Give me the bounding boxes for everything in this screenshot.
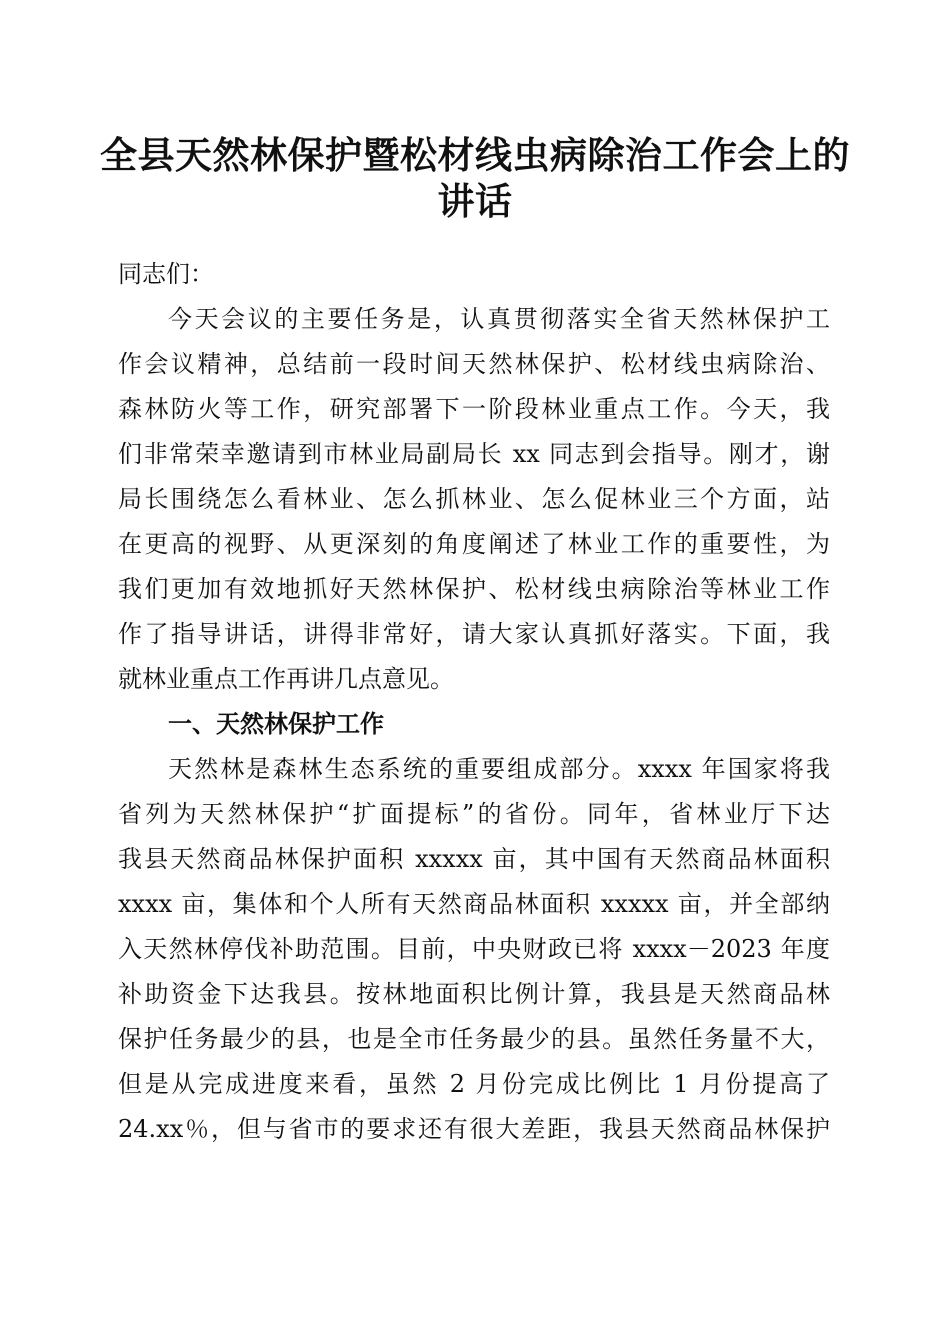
paragraph-1-line: 我们更加有效地抓好天然林保护、松材线虫病除治等林业工作 [118, 575, 830, 603]
paragraph-2-line: 入天然林停伐补助范围。目前，中央财政已将 xxxx－2023 年度 [118, 935, 830, 963]
paragraph-2-line: 24.xx％，但与省市的要求还有很大差距，我县天然商品林保护 [118, 1115, 830, 1143]
title-line-1: 全县天然林保护暨松材线虫病除治工作会上的 [100, 133, 850, 177]
salutation: 同志们： [118, 260, 214, 288]
paragraph-1-line: 今天会议的主要任务是，认真贯彻落实全省天然林保护工 [168, 305, 830, 333]
paragraph-1-line: 在更高的视野、从更深刻的角度阐述了林业工作的重要性，为 [118, 530, 830, 558]
paragraph-1-line: 作会议精神，总结前一段时间天然林保护、松材线虫病除治、 [118, 350, 830, 378]
paragraph-2-line: 但是从完成进度来看，虽然 2 月份完成比例比 1 月份提高了 [118, 1070, 830, 1098]
title-line-2: 讲话 [437, 179, 513, 223]
document-title [100, 132, 850, 224]
paragraph-2-line: 天然林是森林生态系统的重要组成部分。xxxx 年国家将我 [168, 755, 830, 783]
paragraph-2 [118, 747, 830, 1152]
paragraph-2-line: 保护任务最少的县，也是全市任务最少的县。虽然任务量不大， [118, 1025, 830, 1053]
paragraph-2-line: 省列为天然林保护“扩面提标”的省份。同年，省林业厅下达 [118, 800, 830, 828]
paragraph-1-line: 就林业重点工作再讲几点意见。 [118, 665, 454, 693]
paragraph-2-line: 我县天然商品林保护面积 xxxxx 亩，其中国有天然商品林面积 [118, 845, 830, 873]
section-1-heading: 一、天然林保护工作 [168, 710, 384, 738]
paragraph-1-line: 作了指导讲话，讲得非常好，请大家认真抓好落实。下面，我 [118, 620, 830, 648]
paragraph-1-line: 们非常荣幸邀请到市林业局副局长 xx 同志到会指导。刚才，谢 [118, 440, 830, 468]
paragraph-2-line: xxxx 亩，集体和个人所有天然商品林面积 xxxxx 亩，并全部纳 [118, 890, 830, 918]
paragraph-1-line: 局长围绕怎么看林业、怎么抓林业、怎么促林业三个方面，站 [118, 485, 830, 513]
document-body [118, 252, 830, 1152]
paragraph-1 [118, 297, 830, 702]
paragraph-1-line: 森林防火等工作，研究部署下一阶段林业重点工作。今天，我 [118, 395, 830, 423]
paragraph-2-line: 补助资金下达我县。按林地面积比例计算，我县是天然商品林 [118, 980, 830, 1008]
